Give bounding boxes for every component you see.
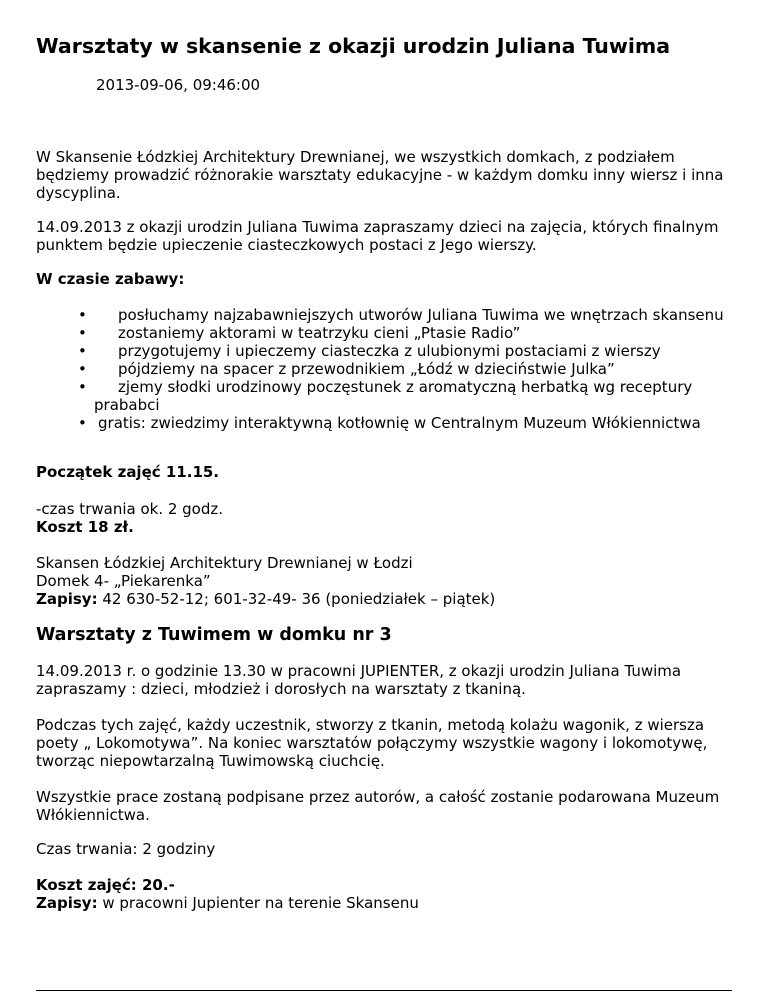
intro-paragraph: W Skansenie Łódzkiej Architektury Drewnianej, we wszystkich domkach, z podziałem będziemy prowadzić różnorakie warsztaty edukacyjne - w każdym domku inny wiersz i inna dyscyplina. bbox=[36, 148, 724, 202]
cost-text: Koszt 18 zł. bbox=[36, 518, 134, 536]
bullet-icon: • bbox=[78, 342, 87, 360]
duration-text: -czas trwania ok. 2 godz. bbox=[36, 500, 224, 518]
list-item: • zjemy słodki urodzinowy poczęstunek z aromatyczną herbatką wg receptury prababci bbox=[78, 378, 693, 414]
during-heading: W czasie zabawy: bbox=[36, 270, 185, 288]
footer-divider bbox=[36, 990, 732, 991]
bullet-icon: • bbox=[78, 306, 87, 324]
bullet-icon: • bbox=[78, 324, 87, 342]
signup-line: Zapisy: 42 630-52-12; 601-32-49- 36 (poniedziałek – piątek) bbox=[36, 590, 496, 608]
activity-list bbox=[36, 306, 736, 432]
house-text: Domek 4- „Piekarenka” bbox=[36, 572, 211, 590]
list-item: • posłuchamy najzabawniejszych utworów Juliana Tuwima we wnętrzach skansenu bbox=[78, 306, 724, 324]
bullet-icon: • bbox=[78, 360, 87, 378]
invite-paragraph: 14.09.2013 z okazji urodzin Juliana Tuwima zapraszamy dzieci na zajęcia, których finalnym punktem będzie upieczenie ciasteczkowych postaci z Jego wierszy. bbox=[36, 218, 719, 254]
section2-paragraph-2: Podczas tych zajęć, każdy uczestnik, stworzy z tkanin, metodą kolażu wagonik, z wiersza poety „ Lokomotywa”. Na koniec warsztatów połączymy wszystkie wagony i lokomotywę, tworząc niepowtarzalną Tuwimowską ciuchcię. bbox=[36, 716, 708, 770]
list-item: • zostaniemy aktorami w teatrzyku cieni „Ptasie Radio” bbox=[78, 324, 521, 342]
section2-paragraph-3: Wszystkie prace zostaną podpisane przez autorów, a całość zostanie podarowana Muzeum Włókiennictwa. bbox=[36, 788, 720, 824]
section2-duration: Czas trwania: 2 godziny bbox=[36, 840, 216, 858]
section2-signup: Zapisy: w pracowni Jupienter na terenie Skansenu bbox=[36, 894, 419, 912]
section2-paragraph-1: 14.09.2013 r. o godzinie 13.30 w pracowni JUPIENTER, z okazji urodzin Juliana Tuwima zapraszamy : dzieci, młodzież i dorosłych na warsztaty z tkaniną. bbox=[36, 662, 682, 698]
venue-text: Skansen Łódzkiej Architektury Drewnianej w Łodzi bbox=[36, 554, 413, 572]
publish-date: 2013-09-06, 09:46:00 bbox=[96, 76, 261, 94]
list-item: • gratis: zwiedzimy interaktywną kotłownię w Centralnym Muzeum Włókiennictwa bbox=[78, 414, 701, 432]
page-title: Warsztaty w skansenie z okazji urodzin Juliana Tuwima bbox=[36, 34, 671, 58]
start-time: Początek zajęć 11.15. bbox=[36, 463, 220, 481]
section2-cost: Koszt zajęć: 20.- bbox=[36, 876, 175, 894]
section-heading: Warsztaty z Tuwimem w domku nr 3 bbox=[36, 625, 392, 645]
bullet-icon: • bbox=[78, 414, 87, 432]
list-item: • pójdziemy na spacer z przewodnikiem „Łódź w dzieciństwie Julka” bbox=[78, 360, 615, 378]
list-item: • przygotujemy i upieczemy ciasteczka z ulubionymi postaciami z wierszy bbox=[78, 342, 661, 360]
bullet-icon: • bbox=[78, 378, 87, 396]
